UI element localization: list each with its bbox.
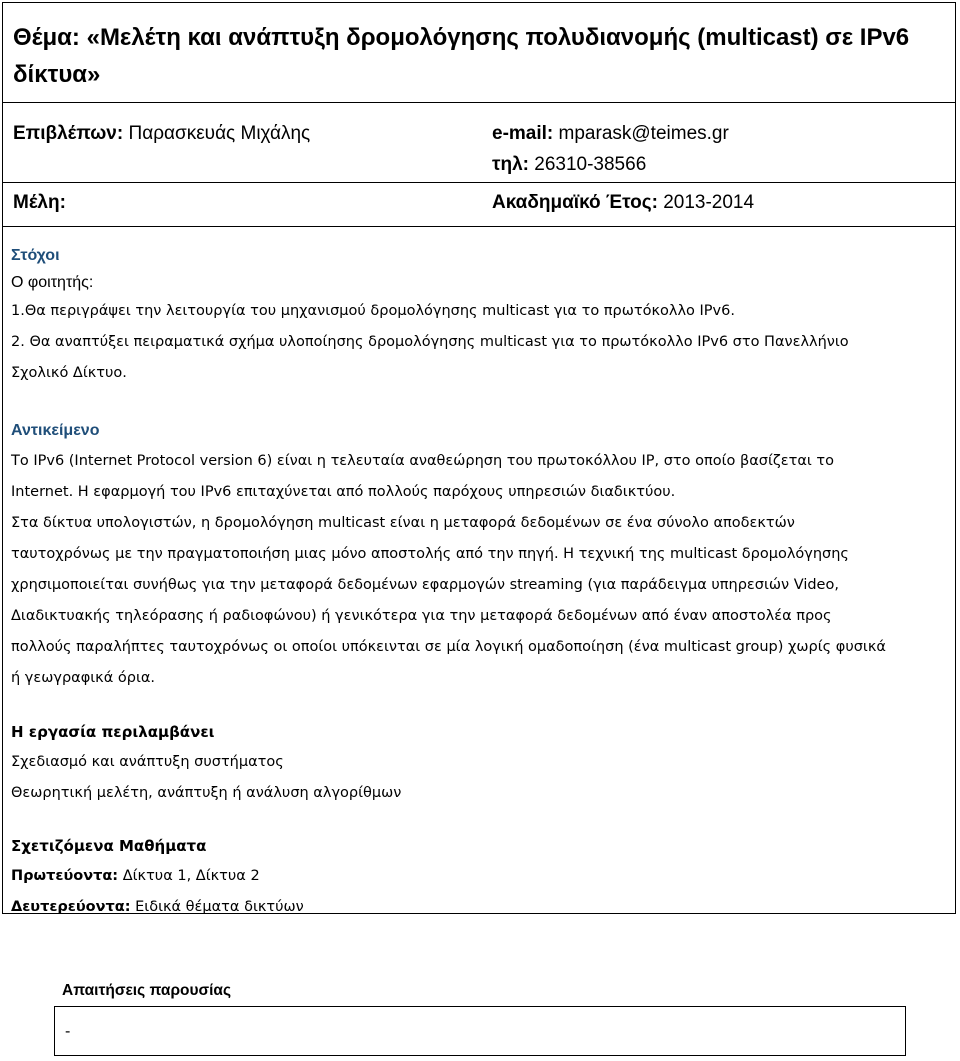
email-value: mparask@teimes.gr bbox=[558, 123, 729, 144]
members bbox=[13, 192, 66, 214]
work-item: Θεωρητική μελέτη, ανάπτυξη ή ανάλυση αλγορίθμων bbox=[11, 785, 402, 801]
subject-heading: Αντικείμενο bbox=[11, 422, 100, 439]
email bbox=[492, 123, 729, 145]
academic-year bbox=[492, 192, 754, 214]
work-heading: Η εργασία περιλαμβάνει bbox=[11, 723, 215, 741]
subject-line: Internet. Η εφαρμογή του IPv6 επιταχύνεται από πολλούς παρόχους υπηρεσιών διαδικτύου. bbox=[11, 484, 676, 500]
secondary-courses-value: Ειδικά θέματα δικτύων bbox=[135, 899, 304, 915]
supervisor-label: Επιβλέπων: bbox=[13, 123, 124, 144]
primary-courses-value: Δίκτυα 1, Δίκτυα 2 bbox=[122, 868, 260, 884]
goal-item-1: 1.Θα περιγράψει την λειτουργία του μηχανισμού δρομολόγησης multicast για το πρωτόκολλο IPv6. bbox=[11, 303, 735, 319]
goals-intro: Ο φοιτητής: bbox=[11, 274, 94, 291]
project-table bbox=[2, 2, 956, 914]
phone-label: τηλ: bbox=[492, 154, 529, 175]
subject-line: ή γεωγραφικά όρια. bbox=[11, 670, 156, 686]
subject-line: Στα δίκτυα υπολογιστών, η δρομολόγηση multicast είναι η μεταφορά δεδομένων σε ένα σύνολο αποδεκτών bbox=[11, 515, 795, 531]
secondary-courses bbox=[11, 899, 304, 915]
secondary-courses-label: Δευτερεύοντα: bbox=[11, 899, 131, 915]
phone bbox=[492, 154, 646, 176]
primary-courses-label: Πρωτεύοντα: bbox=[11, 868, 119, 884]
project-title: Θέμα: «Μελέτη και ανάπτυξη δρομολόγησης πολυδιανομής (multicast) σε IPv6 δίκτυα» bbox=[3, 3, 955, 103]
email-label: e-mail: bbox=[492, 123, 554, 144]
goal-item-2-line-2: Σχολικό Δίκτυο. bbox=[11, 365, 127, 381]
members-year-row bbox=[3, 183, 955, 227]
subject-line: Το IPv6 (Internet Protocol version 6) είναι η τελευταία αναθεώρηση του πρωτοκόλλου IP, στο οποίο βασίζεται το bbox=[11, 453, 835, 469]
courses-heading: Σχετιζόμενα Μαθήματα bbox=[11, 837, 207, 855]
supervisor bbox=[13, 123, 310, 145]
members-label: Μέλη: bbox=[13, 192, 66, 213]
primary-courses bbox=[11, 868, 260, 884]
supervisor-value: Παρασκευάς Μιχάλης bbox=[128, 123, 311, 144]
subject-line: πολλούς παραλήπτες ταυτοχρόνως οι οποίοι υπόκεινται σε μία λογική ομαδοποίηση (ένα multicast group) χωρίς φυσικά bbox=[11, 639, 886, 655]
attendance-box bbox=[54, 1006, 906, 1056]
academic-year-value: 2013-2014 bbox=[663, 192, 755, 213]
subject-line: χρησιμοποιείται συνήθως για την μεταφορά δεδομένων εφαρμογών streaming (για παράδειγμα υπηρεσιών Video, bbox=[11, 577, 839, 593]
description-cell bbox=[3, 227, 955, 913]
subject-line: Διαδικτυακής τηλεόρασης ή ραδιοφώνου) ή γενικότερα για την μεταφορά δεδομένων από έναν αποστολέα προς bbox=[11, 608, 832, 624]
work-item: Σχεδιασμό και ανάπτυξη συστήματος bbox=[11, 754, 284, 770]
goals-heading: Στόχοι bbox=[11, 247, 60, 264]
academic-year-label: Ακαδημαϊκό Έτος: bbox=[492, 192, 658, 213]
supervisor-contact-row bbox=[3, 103, 955, 183]
goal-item-2-line-1: 2. Θα αναπτύξει πειραματικά σχήμα υλοποίησης δρομολόγησης multicast για το πρωτόκολλο IPv6 στο Πανελλήνιο bbox=[11, 334, 849, 350]
subject-line: ταυτοχρόνως με την πραγματοποιήση μιας μόνο αποστολής από την πηγή. Η τεχνική της multicast δρομολόγησης bbox=[11, 546, 849, 562]
attendance-value: - bbox=[65, 1023, 71, 1040]
phone-value: 26310-38566 bbox=[534, 154, 647, 175]
attendance-label: Απαιτήσεις παρουσίας bbox=[62, 982, 232, 999]
